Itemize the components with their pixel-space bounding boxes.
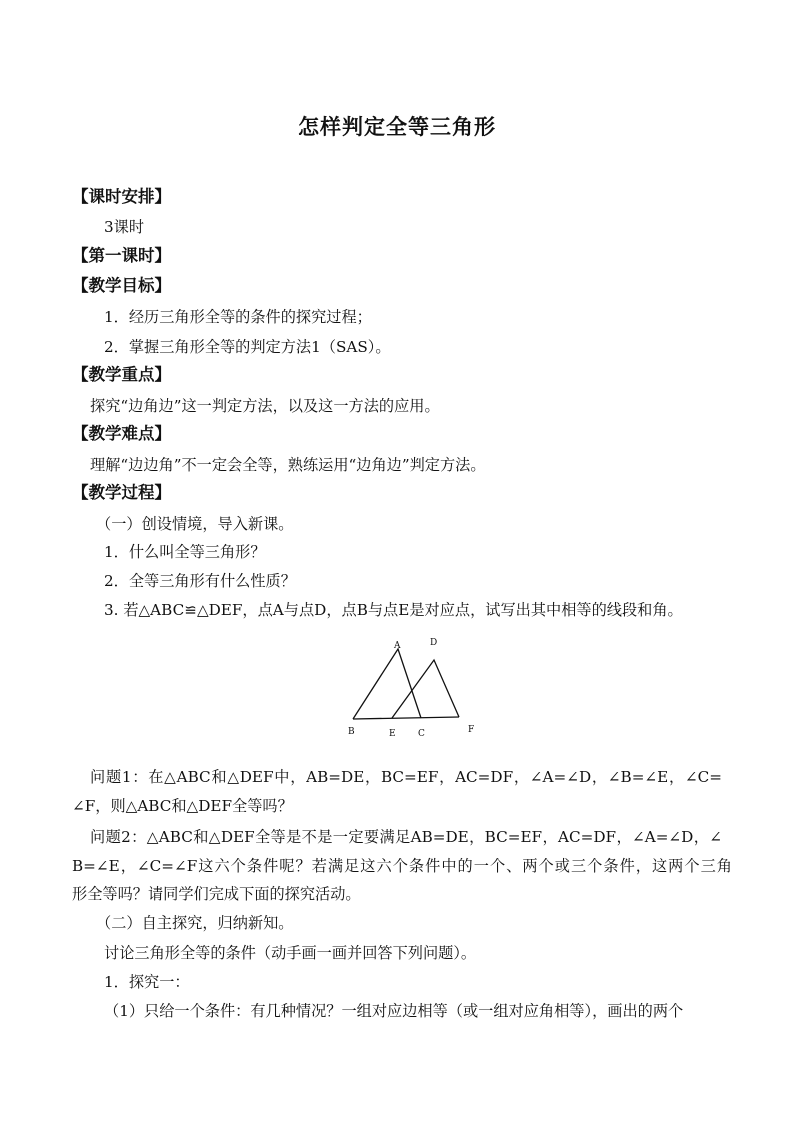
goals-heading: 【教学目标】 <box>72 276 171 295</box>
base-line <box>353 717 459 719</box>
lesson1-heading: 【第一课时】 <box>72 246 171 265</box>
discuss-text: 讨论三角形全等的条件（动手画一画并回答下列问题）。 <box>104 944 477 962</box>
keypoint-text: 探究“边角边”这一判定方法，以及这一方法的应用。 <box>90 397 440 415</box>
triangle-abc <box>353 649 421 719</box>
question-2: 2．全等三角形有什么性质？ <box>104 572 296 590</box>
problem1-line1: 问题1：在△ABC和△DEF中，AB=DE，BC=EF，AC=DF，∠A=∠D，∠B=∠E，∠C= <box>90 768 722 786</box>
process-heading: 【教学过程】 <box>72 483 171 502</box>
process-step1: （一）创设情境，导入新课。 <box>96 515 294 533</box>
triangle-figure <box>340 636 480 740</box>
problem2-line3: 形全等吗？请同学们完成下面的探究活动。 <box>72 885 361 903</box>
problem2-line2: B=∠E，∠C=∠F这六个条件呢？若满足这六个条件中的一个、两个或三个条件，这两个三角 <box>72 857 732 875</box>
label-a: A <box>394 641 401 651</box>
label-d: D <box>430 638 438 648</box>
difficulty-text: 理解“边边角”不一定会全等，熟练运用“边角边”判定方法。 <box>90 456 486 474</box>
label-f: F <box>468 725 475 735</box>
label-e: E <box>389 729 396 739</box>
question-1: 1．什么叫全等三角形？ <box>104 543 266 561</box>
goal-item: 2．掌握三角形全等的判定方法1（SAS）。 <box>104 338 391 356</box>
explore1-label: 1．探究一： <box>104 973 190 991</box>
problem2-line1: 问题2：△ABC和△DEF全等是不是一定要满足AB=DE，BC=EF，AC=DF，∠A=∠D，∠ <box>90 828 722 846</box>
keypoint-heading: 【教学重点】 <box>72 365 171 384</box>
triangle-def <box>392 660 459 718</box>
schedule-text: 3课时 <box>104 218 145 236</box>
label-c: C <box>418 729 425 739</box>
process-step2: （二）自主探究，归纳新知。 <box>96 914 294 932</box>
question-3: 3. 若△ABC≌△DEF，点A与点D，点B与点E是对应点，试写出其中相等的线段和角。 <box>104 601 683 619</box>
difficulty-heading: 【教学难点】 <box>72 424 171 443</box>
page-title: 怎样判定全等三角形 <box>298 114 496 139</box>
label-b: B <box>348 727 355 737</box>
explore1-item1: （1）只给一个条件：有几种情况？一组对应边相等（或一组对应角相等），画出的两个 <box>104 1002 684 1020</box>
problem1-line2: ∠F，则△ABC和△DEF全等吗？ <box>72 797 293 815</box>
schedule-heading: 【课时安排】 <box>72 187 171 206</box>
goal-item: 1．经历三角形全等的条件的探究过程； <box>104 308 372 326</box>
